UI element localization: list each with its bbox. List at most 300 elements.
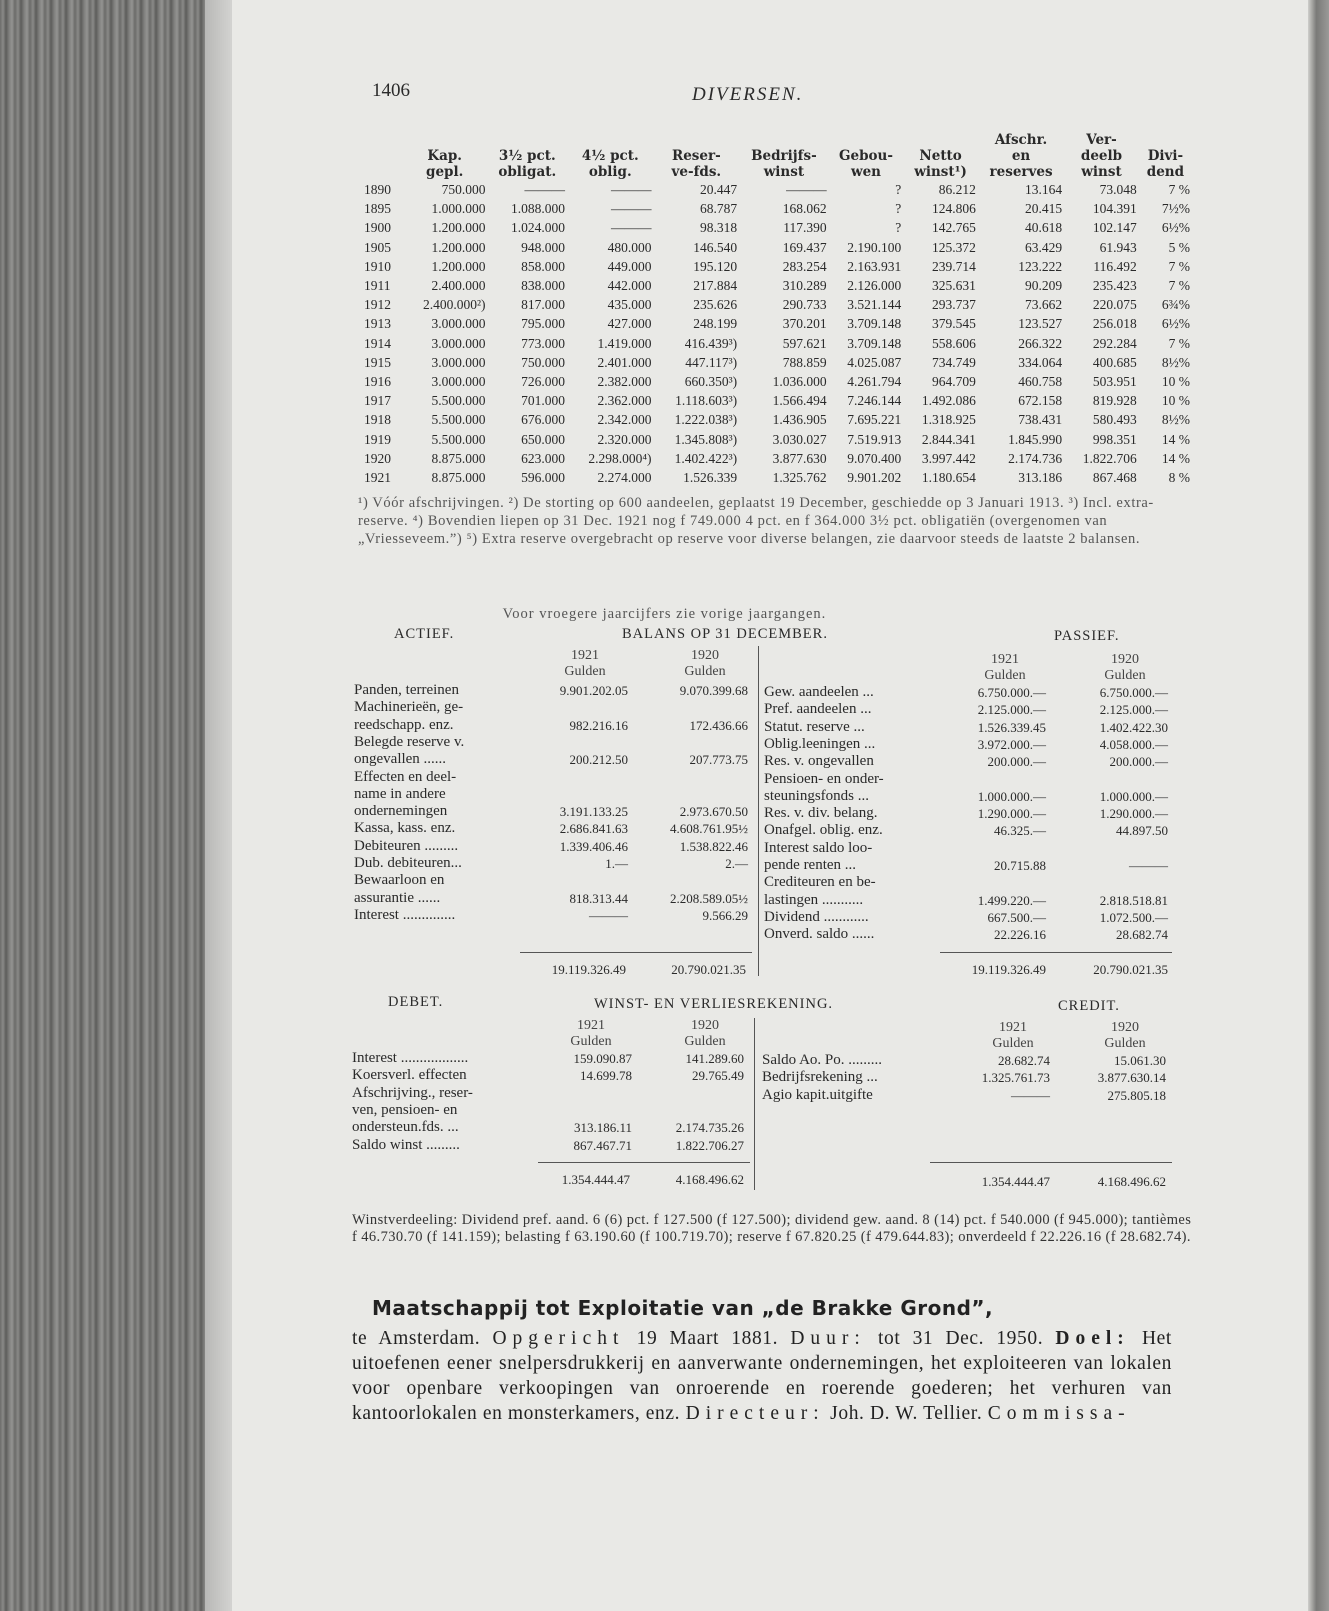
table-cell: 795.000 [521,316,566,332]
table-cell: 650.000 [521,431,566,447]
stats-col-header-line: Netto [919,148,962,164]
account-amount: 20.715.88 [994,858,1046,873]
account-amount: 172.436.66 [689,717,748,733]
table-cell: 63.429 [1025,239,1063,255]
table-cell: 1.036.000 [772,374,827,390]
debet-title: DEBET. [388,994,444,1010]
table-cell: 3.030.027 [772,431,827,447]
account-label: name in andere [354,785,446,802]
stats-col-header-line: Kap. [427,148,462,164]
stats-col-header [739,132,829,180]
table-cell: 10 % [1161,374,1190,390]
table-cell: 73.048 [1099,182,1137,197]
year-cell: 1918 [364,412,391,428]
account-amount: 1.538.822.46 [679,838,748,854]
table-cell: 283.254 [782,258,827,274]
credit-title: CREDIT. [1058,998,1120,1014]
table-cell: 20.415 [1025,201,1063,217]
table-cell: 168.062 [782,201,827,217]
account-amount: 1.402.422.30 [1099,719,1168,735]
table-cell: 125.372 [932,239,976,255]
year-cell: 1920 [364,450,391,466]
table-cell: 2.844.341 [921,431,976,447]
table-cell: 2.362.000 [597,393,652,409]
table-cell: 235.626 [693,297,738,313]
bal-left-total1: 19.119.326.49 [551,962,626,977]
year-cell: 1917 [364,393,391,409]
table-cell: 292.284 [1092,335,1137,351]
account-amount: 6.750.000.— [1099,685,1168,700]
year-cell: 1912 [364,297,391,313]
table-row [362,199,1192,218]
table-cell: 169.437 [782,239,827,255]
account-amount: 2.125.000.— [977,702,1046,718]
table-cell: 8 % [1168,470,1190,486]
account-amount: ——— [589,907,628,923]
table-cell: 10 % [1161,393,1190,409]
table-cell: 858.000 [521,258,566,274]
account-amount: 4.058.000.— [1099,736,1168,752]
table-cell: ? [895,220,902,236]
table-row [362,468,1192,487]
stats-col-header-line: Bedrijfs- [751,148,817,164]
account-amount: 667.500.— [987,909,1046,925]
table-cell: 1.200.000 [431,239,486,255]
table-row [362,314,1192,333]
year-cell: 1910 [364,258,391,274]
table-cell: 8.875.000 [431,450,486,466]
table-cell: 672.158 [1018,393,1063,409]
stats-col-header-line: Reser- [671,148,721,164]
table-cell: 73.662 [1025,297,1063,313]
pl-right-year2: 1920 Gulden [1104,1020,1146,1051]
account-amount: 3.972.000.— [977,736,1046,752]
pl-right-year1: 1921 Gulden [992,1020,1034,1051]
table-cell: 4.025.087 [847,354,902,370]
table-cell: 40.618 [1025,220,1063,236]
stats-col-header-line: ve-fds. [671,164,722,180]
stats-col-header-line: winst [763,164,805,180]
table-cell: 1.088.000 [511,201,566,217]
year-cell: 1919 [364,431,391,447]
year-cell: 1905 [364,239,391,255]
account-amount: 200.000.— [987,754,1046,770]
account-amount: 275.805.18 [1107,1087,1166,1103]
account-label: ondersteun.fds. ... [352,1119,459,1136]
stats-col-header [488,132,568,180]
table-cell: 5.500.000 [431,412,486,428]
year-cell: 1900 [364,220,391,236]
table-cell: 239.714 [932,258,976,274]
pl-title: WINST- EN VERLIESREKENING. [594,996,834,1012]
table-cell: 1.436.905 [772,412,827,428]
table-cell: 3.709.148 [847,316,902,332]
bal-right-year1: 1921 Gulden [984,652,1026,683]
account-label: Machinerieën, ge- [354,699,464,716]
account-label: assurantie ...... [354,889,441,906]
table-row [362,276,1192,295]
stats-header-row [362,132,1192,180]
account-amount: 1.290.000.— [1099,806,1168,822]
account-amount: 159.090.87 [573,1051,632,1066]
account-amount: 3.191.133.25 [559,804,628,820]
year-cell: 1914 [364,335,391,351]
account-label: Interest .................. [352,1050,469,1066]
year-cell: 1895 [364,201,391,217]
table-cell: ? [895,201,902,217]
stats-col-header-line: winst¹) [914,164,967,180]
table-cell: 2.320.000 [597,431,652,447]
table-cell: 9.901.202 [847,470,902,486]
balance-right-rule [940,952,1172,953]
stats-col-header [903,132,978,180]
table-cell: 104.391 [1092,201,1137,217]
table-cell: 3.997.442 [921,450,976,466]
table-cell: 838.000 [521,278,566,294]
table-cell: 248.199 [693,316,738,332]
table-cell: 220.075 [1092,297,1137,313]
table-cell: 5.500.000 [431,431,486,447]
table-cell: 256.018 [1092,316,1137,332]
stats-col-header-line: Afschr. [994,132,1048,148]
account-amount: 9.901.202.05 [559,683,628,698]
year-cell: 1921 [364,470,391,486]
balance-divider [758,646,759,976]
table-cell: 1.118.603³) [675,393,738,409]
table-cell: 2.400.000 [431,278,486,294]
account-label: Oblig.leeningen ... [764,735,876,752]
account-amount: 2.— [725,856,748,871]
table-cell: 370.201 [782,316,827,332]
year-cell: 1915 [364,354,391,370]
table-cell: 68.787 [700,201,738,217]
account-label: Effecten en deel- [354,768,457,785]
table-cell: 1.402.422³) [674,450,738,466]
stats-body [362,180,1192,487]
stats-col-header-line: Gebou- [838,148,893,164]
table-cell: 2.126.000 [847,278,902,294]
table-cell: 2.163.931 [847,258,902,274]
table-cell: 558.606 [932,335,976,351]
balance-title: BALANS OP 31 DECEMBER. [622,626,828,642]
pl-left-rule [538,1162,750,1163]
table-cell: 235.423 [1092,278,1137,294]
year-cell: 1911 [364,278,391,294]
table-cell: 2.174.736 [1008,450,1063,466]
table-cell: 3.000.000 [431,354,486,370]
table-cell: 2.298.000⁴) [588,450,652,466]
table-cell: 124.806 [932,201,976,217]
table-cell: 116.492 [1093,258,1137,274]
table-cell: 3.709.148 [847,335,902,351]
table-cell: 726.000 [521,374,566,390]
account-amount: 28.682.74 [1116,927,1168,943]
table-cell: 2.274.000 [597,470,652,486]
account-amount: 2.818.518.81 [1099,892,1168,908]
account-label: Agio kapit.uitgifte [762,1086,873,1103]
table-row [362,334,1192,353]
table-cell: 676.000 [521,412,566,428]
table-cell: 86.212 [938,182,976,197]
account-label: Res. v. ongevallen [764,753,874,770]
table-cell: 400.685 [1092,354,1137,370]
table-cell: 13.164 [1025,182,1063,197]
table-cell: 750.000 [521,354,566,370]
bal-left-year2: 1920 Gulden [684,648,726,679]
account-amount: 1.000.000.— [977,788,1046,804]
table-cell: 788.859 [782,354,827,370]
stats-col-header-line: dend [1146,164,1185,180]
table-cell: 142.765 [932,220,976,236]
table-cell: 427.000 [607,316,652,332]
table-cell: 750.000 [441,182,486,197]
account-amount: 1.499.220.— [977,892,1046,908]
table-cell: 998.351 [1092,431,1137,447]
account-amount: 44.897.50 [1116,823,1168,839]
table-cell: 447.117³) [685,354,738,370]
table-cell: 773.000 [521,335,566,351]
stats-col-header-line: Ver- [1086,132,1117,148]
stats-col-header [402,132,488,180]
table-cell: 416.439³) [684,335,738,351]
table-cell: 379.545 [932,316,976,332]
table-cell: 7½% [1161,201,1190,217]
account-label: Koersverl. effecten [352,1067,467,1084]
table-cell: 117.390 [783,220,827,236]
account-amount: 2.125.000.— [1099,702,1168,718]
account-amount: 1.072.500.— [1099,909,1168,925]
table-cell: 5 % [1168,239,1190,255]
table-cell: 7.246.144 [847,393,902,409]
stats-col-header-line: Divi- [1147,148,1184,164]
stats-col-header [654,132,740,180]
account-label: Debiteuren ......... [354,837,459,854]
table-cell: 738.431 [1018,412,1063,428]
table-cell: 817.000 [521,297,566,313]
table-cell: 1.318.925 [921,412,976,428]
pl-right-rule [930,1162,1172,1163]
account-amount: 141.289.60 [685,1051,744,1066]
stats-col-header-line: obligat. [498,164,557,180]
table-cell: 3.877.630 [772,450,827,466]
table-cell: 2.400.000²) [422,297,486,313]
page-gutter [205,0,235,1611]
account-amount: ——— [1129,858,1168,873]
stats-col-header-line: deelb [1080,148,1123,164]
table-cell: ——— [786,182,827,197]
table-cell: 9.070.400 [847,450,902,466]
account-label: Dub. debiteuren... [354,855,462,871]
table-cell: 7 % [1168,258,1190,274]
account-label: pende renten ... [764,857,857,873]
table-cell: 1.222.038³) [674,412,738,428]
pl-left-year2: 1920 Gulden [684,1018,726,1049]
account-amount: 982.216.16 [569,717,628,733]
account-amount: 14.699.78 [580,1068,632,1084]
bal-right-total1: 19.119.326.49 [971,962,1046,977]
table-cell: 660.350³) [684,374,738,390]
account-amount: 3.877.630.14 [1097,1070,1166,1086]
year-cell: 1916 [364,374,391,390]
table-cell: 90.209 [1025,278,1063,294]
stats-col-header-line: en [1011,148,1031,164]
running-head: DIVERSEN. [692,84,804,105]
table-cell: 123.222 [1018,258,1063,274]
table-cell: 503.951 [1092,374,1137,390]
stats-col-header [1064,132,1139,180]
table-cell: 1.200.000 [431,220,486,236]
table-cell: 290.733 [782,297,827,313]
table-cell: 460.758 [1018,374,1063,390]
table-cell: 1.000.000 [431,201,486,217]
table-cell: 6½% [1161,316,1190,332]
table-cell: 6¾% [1161,297,1190,313]
account-label: Saldo Ao. Po. ......... [762,1052,883,1068]
stats-col-header [362,132,402,180]
account-amount: 1.339.406.46 [559,838,628,854]
account-label: ven, pensioen- en [352,1101,458,1118]
stats-col-header [1139,132,1192,180]
table-cell: 442.000 [607,278,652,294]
table-cell: 266.322 [1018,335,1063,351]
table-cell: 7 % [1168,335,1190,351]
account-label: Interest saldo loo- [764,839,873,856]
account-amount: 2.686.841.63 [559,821,628,837]
table-cell: 1.180.654 [921,470,976,486]
account-amount: 1.325.761.73 [981,1070,1050,1086]
account-label: Statut. reserve ... [764,718,865,735]
account-amount: 207.773.75 [689,752,748,768]
table-cell: 2.401.000 [597,354,652,370]
year-cell: 1890 [364,182,391,197]
account-label: Pref. aandeelen ... [764,701,872,718]
stats-col-header-line: 4½ pct. [581,148,639,164]
table-cell: ? [895,182,902,197]
table-cell: 964.709 [932,374,976,390]
table-cell: 61.943 [1099,239,1137,255]
stats-col-header-line: 3½ pct. [498,148,556,164]
account-label: Interest .............. [354,906,456,923]
table-cell: 8.875.000 [431,470,486,486]
table-cell: 3.000.000 [431,335,486,351]
account-amount: 9.566.29 [702,907,748,923]
company-heading: Maatschappij tot Exploitatie van „de Brakke Grond”, [372,1296,994,1320]
pl-left-year1: 1921 Gulden [570,1018,612,1049]
account-amount: 22.226.16 [994,927,1046,943]
table-row [362,372,1192,391]
account-label: Crediteuren en be- [764,874,876,891]
account-amount: 867.467.71 [573,1137,632,1153]
table-cell: 146.540 [693,239,738,255]
account-label: ondernemingen [354,803,448,820]
stats-col-header-line: wen [850,164,881,180]
table-cell: 2.342.000 [597,412,652,428]
statistics-table [362,132,1192,487]
table-cell: 2.190.100 [847,239,902,255]
account-label: Kassa, kass. enz. [354,820,456,837]
table-cell: 1.526.339 [683,470,738,486]
table-cell: 7.519.913 [847,431,902,447]
page-edge [1308,0,1329,1611]
bal-right-year2: 1920 Gulden [1104,652,1146,683]
table-cell: 1.345.808³) [674,431,738,447]
table-cell: 1.822.706 [1082,450,1137,466]
account-amount: 200.212.50 [569,752,628,768]
table-cell: 325.631 [932,278,976,294]
account-amount: 6.750.000.— [977,685,1046,700]
table-cell: ——— [611,182,652,197]
table-cell: 334.064 [1018,354,1063,370]
table-cell: 3.000.000 [431,374,486,390]
pl-right-total2: 4.168.496.62 [1097,1174,1166,1189]
table-cell: 3.000.000 [431,316,486,332]
table-cell: 867.468 [1092,470,1137,486]
book-binding [0,0,228,1611]
table-cell: 14 % [1161,450,1190,466]
account-amount: 46.325.— [994,823,1046,839]
account-label: lastingen ........... [764,891,864,908]
account-amount: 9.070.399.68 [679,683,748,698]
table-cell: 1.566.494 [772,393,827,409]
table-cell: 596.000 [521,470,566,486]
account-amount: 1.290.000.— [977,806,1046,822]
account-amount: 1.— [605,856,628,871]
account-label: Onverd. saldo ...... [764,926,875,943]
table-cell: 734.749 [932,354,976,370]
stats-col-header-line: winst [1081,164,1122,180]
table-row [362,295,1192,314]
account-amount: 29.765.49 [692,1068,744,1084]
stats-col-header-line: oblig. [588,164,632,180]
account-amount: 15.061.30 [1114,1053,1166,1068]
table-cell: 313.186 [1018,470,1063,486]
account-label: steuningsfonds ... [764,787,869,804]
page-number: 1406 [372,80,410,101]
table-cell: 819.928 [1092,393,1137,409]
table-cell: 123.527 [1018,316,1063,332]
table-cell: 7.695.221 [847,412,902,428]
account-amount: 2.208.589.05½ [670,890,748,906]
stats-col-header [978,132,1064,180]
table-cell: ——— [611,220,652,236]
account-amount: 2.174.735.26 [675,1120,744,1136]
account-amount: 2.973.670.50 [679,804,748,820]
pl-divider [754,1018,755,1190]
account-amount: 4.608.761.95½ [670,821,748,837]
account-amount: 1.000.000.— [1099,788,1168,804]
table-row [362,353,1192,372]
table-cell: 580.493 [1092,412,1137,428]
account-amount: 28.682.74 [998,1053,1050,1068]
table-row [362,449,1192,468]
table-cell: 597.621 [782,335,827,351]
account-label: reedschapp. enz. [354,716,454,733]
account-label: Dividend ............ [764,908,869,925]
stats-col-header-line: reserves [989,164,1053,180]
account-label: Gew. aandeelen ... [764,684,874,700]
table-cell: 1.845.990 [1008,431,1063,447]
table-cell: 1.024.000 [511,220,566,236]
account-amount: ——— [1011,1087,1050,1103]
account-label: Afschrijving., reser- [352,1084,473,1101]
table-cell: 14 % [1161,431,1190,447]
table-row [362,430,1192,449]
pl-left-total2: 4.168.496.62 [675,1172,744,1187]
account-label: Res. v. div. belang. [764,805,878,822]
table-cell: 5.500.000 [431,393,486,409]
earlier-years-note: Voor vroegere jaarcijfers zie vorige jaargangen. [502,606,827,622]
bal-left-year1: 1921 Gulden [564,648,606,679]
